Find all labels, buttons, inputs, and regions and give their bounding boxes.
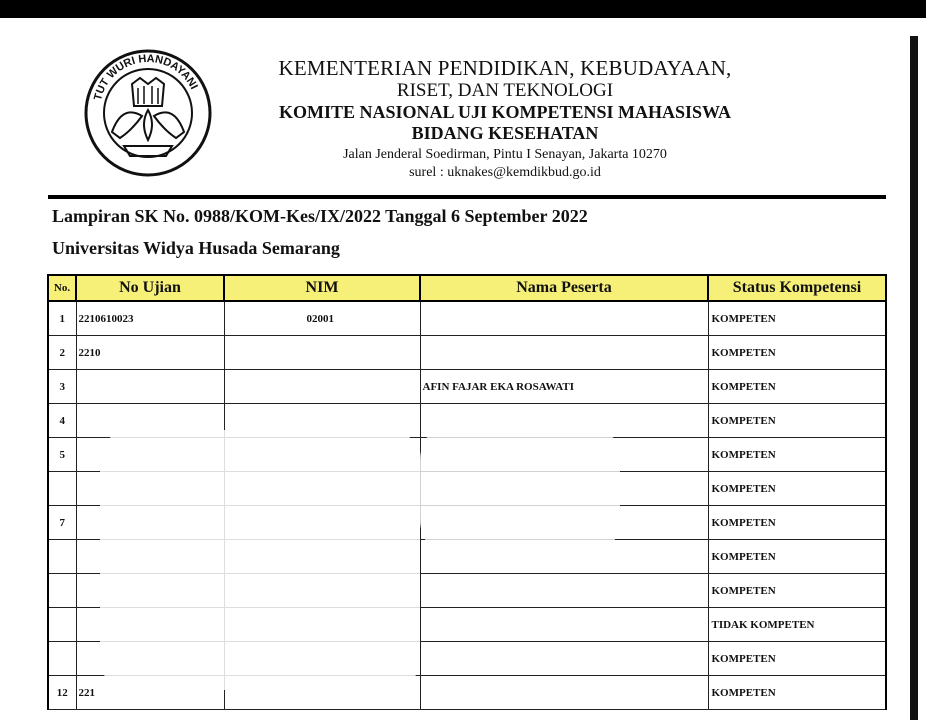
col-no-ujian: No Ujian bbox=[76, 275, 224, 301]
table-row bbox=[48, 370, 886, 404]
right-page-edge bbox=[910, 36, 918, 720]
table-row bbox=[48, 301, 886, 336]
ministry-name-line2: RISET, DAN TEKNOLOGI bbox=[396, 80, 614, 101]
row-status: KOMPETEN bbox=[708, 506, 886, 540]
ministry-name-line1: KEMENTERIAN PENDIDIKAN, KEBUDAYAAN, bbox=[278, 56, 732, 80]
row-ujian: 2210610023 bbox=[76, 301, 224, 336]
row-nama bbox=[420, 608, 708, 642]
row-no: 4 bbox=[48, 404, 76, 438]
col-no: No. bbox=[48, 275, 76, 301]
tut-wuri-handayani-logo-icon bbox=[82, 44, 214, 182]
redaction-mask bbox=[100, 430, 420, 690]
row-nama bbox=[420, 336, 708, 370]
row-status: KOMPETEN bbox=[708, 438, 886, 472]
row-status: KOMPETEN bbox=[708, 404, 886, 438]
decree-reference: Lampiran SK No. 0988/KOM-Kes/IX/2022 Tanggal 6 September 2022 bbox=[52, 206, 588, 226]
top-black-bar bbox=[0, 0, 926, 18]
row-no bbox=[48, 472, 76, 506]
col-status: Status Kompetensi bbox=[708, 275, 886, 301]
row-nim: 02001 bbox=[224, 301, 420, 336]
row-no bbox=[48, 608, 76, 642]
row-nama: AFIN FAJAR EKA ROSAWATI bbox=[420, 370, 708, 404]
row-status: KOMPETEN bbox=[708, 540, 886, 574]
row-status: KOMPETEN bbox=[708, 574, 886, 608]
header-divider bbox=[48, 195, 886, 199]
table-header-row bbox=[48, 275, 886, 301]
col-nama-peserta: Nama Peserta bbox=[420, 275, 708, 301]
committee-name: KOMITE NASIONAL UJI KOMPETENSI MAHASISWA bbox=[278, 102, 732, 122]
row-no bbox=[48, 642, 76, 676]
row-nim bbox=[224, 370, 420, 404]
row-status: KOMPETEN bbox=[708, 676, 886, 710]
col-nim: NIM bbox=[224, 275, 420, 301]
row-ujian bbox=[76, 370, 224, 404]
row-no: 5 bbox=[48, 438, 76, 472]
address: Jalan Jenderal Soedirman, Pintu I Senayan, Jakarta 10270 bbox=[343, 147, 667, 162]
row-nama bbox=[420, 301, 708, 336]
row-nama bbox=[420, 642, 708, 676]
row-status: KOMPETEN bbox=[708, 370, 886, 404]
row-status: KOMPETEN bbox=[708, 336, 886, 370]
row-no: 3 bbox=[48, 370, 76, 404]
department-name: BIDANG KESEHATAN bbox=[411, 123, 599, 143]
row-status: KOMPETEN bbox=[708, 301, 886, 336]
redaction-mask bbox=[420, 420, 620, 560]
row-ujian: 2210 bbox=[76, 336, 224, 370]
email: surel : uknakes@kemdikbud.go.id bbox=[409, 165, 601, 180]
logo-motto: TUT WURI HANDAYANI bbox=[92, 52, 200, 102]
row-nama bbox=[420, 676, 708, 710]
row-status: TIDAK KOMPETEN bbox=[708, 608, 886, 642]
row-nim bbox=[224, 336, 420, 370]
university-name: Universitas Widya Husada Semarang bbox=[52, 238, 340, 258]
row-no bbox=[48, 574, 76, 608]
row-ujian: 221 bbox=[76, 676, 224, 710]
row-no: 12 bbox=[48, 676, 76, 710]
letterhead bbox=[225, 56, 785, 182]
table-row bbox=[48, 336, 886, 370]
row-no bbox=[48, 540, 76, 574]
row-no: 1 bbox=[48, 301, 76, 336]
row-nama bbox=[420, 574, 708, 608]
row-no: 2 bbox=[48, 336, 76, 370]
row-no: 7 bbox=[48, 506, 76, 540]
row-status: KOMPETEN bbox=[708, 472, 886, 506]
row-status: KOMPETEN bbox=[708, 642, 886, 676]
